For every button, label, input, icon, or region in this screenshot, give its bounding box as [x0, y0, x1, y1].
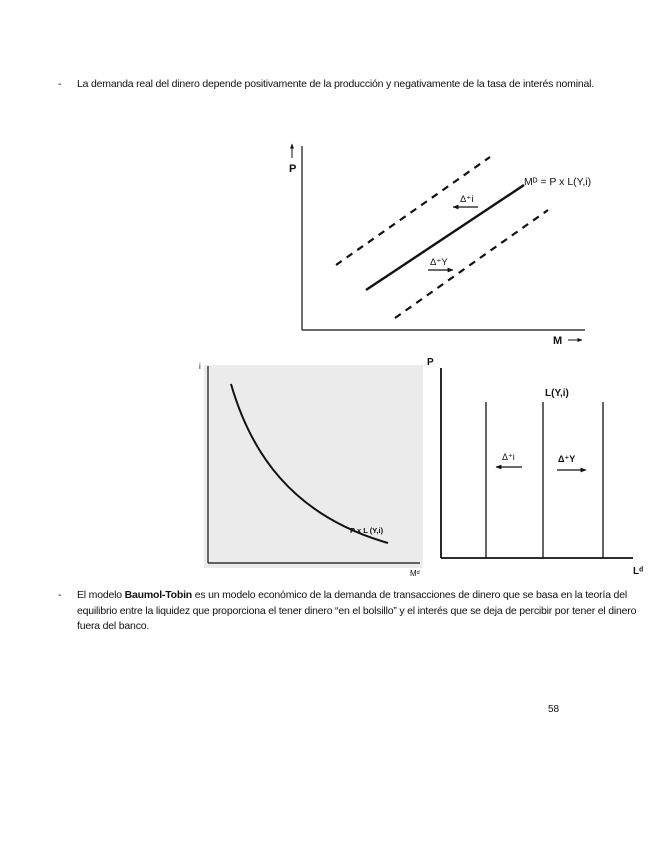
curve-label: L(Y,i) — [545, 388, 569, 399]
page-number: 58 — [548, 704, 560, 715]
model-name: Baumol-Tobin — [124, 589, 193, 601]
upper-dashed-line — [336, 157, 490, 265]
bullet-dash: - — [58, 78, 62, 90]
arrow-left-label: Δ⁺i — [460, 194, 474, 205]
bullet-baumol-tobin — [58, 588, 638, 635]
bullet-text: La demanda real del dinero depende positivamente de la producción y negativamente de la tasa de interés nominal. — [77, 78, 594, 90]
scan-background — [204, 365, 423, 568]
text-after: es un modelo económico de la demanda de transacciones de dinero que se basa en la teoría del equilibrio entre la liquidez que proporciona el tener dinero “en el bolsillo” y el interés que se deja de percibir por tener el dinero fuera del banco. — [77, 589, 637, 632]
money-demand-line — [366, 185, 524, 290]
curve-label: Mᴰ = P x L(Y,i) — [524, 176, 592, 188]
x-axis-label: Mᵈ — [410, 569, 420, 578]
arrow-right-label: Δ⁺Y — [558, 454, 576, 464]
x-axis-label: Lᵈ — [633, 566, 644, 577]
lower-dashed-line — [395, 210, 548, 318]
bullet-dash: - — [58, 589, 62, 601]
y-axis-label: P — [289, 163, 297, 175]
bullet-text — [77, 588, 638, 635]
text-before: El modelo — [77, 589, 125, 601]
y-axis-label: i — [199, 362, 201, 371]
y-axis-label: P — [427, 357, 434, 368]
figure-money-demand-top — [289, 144, 591, 347]
arrow-right-label: Δ⁺Y — [430, 257, 448, 268]
x-axis-label: M — [553, 335, 563, 347]
figure-liquidity-demand — [427, 357, 643, 577]
figure-money-demand-interest — [199, 362, 423, 578]
arrow-left-label: Δ⁺i — [502, 452, 515, 462]
curve-label: P x L (Y,i) — [350, 526, 384, 535]
